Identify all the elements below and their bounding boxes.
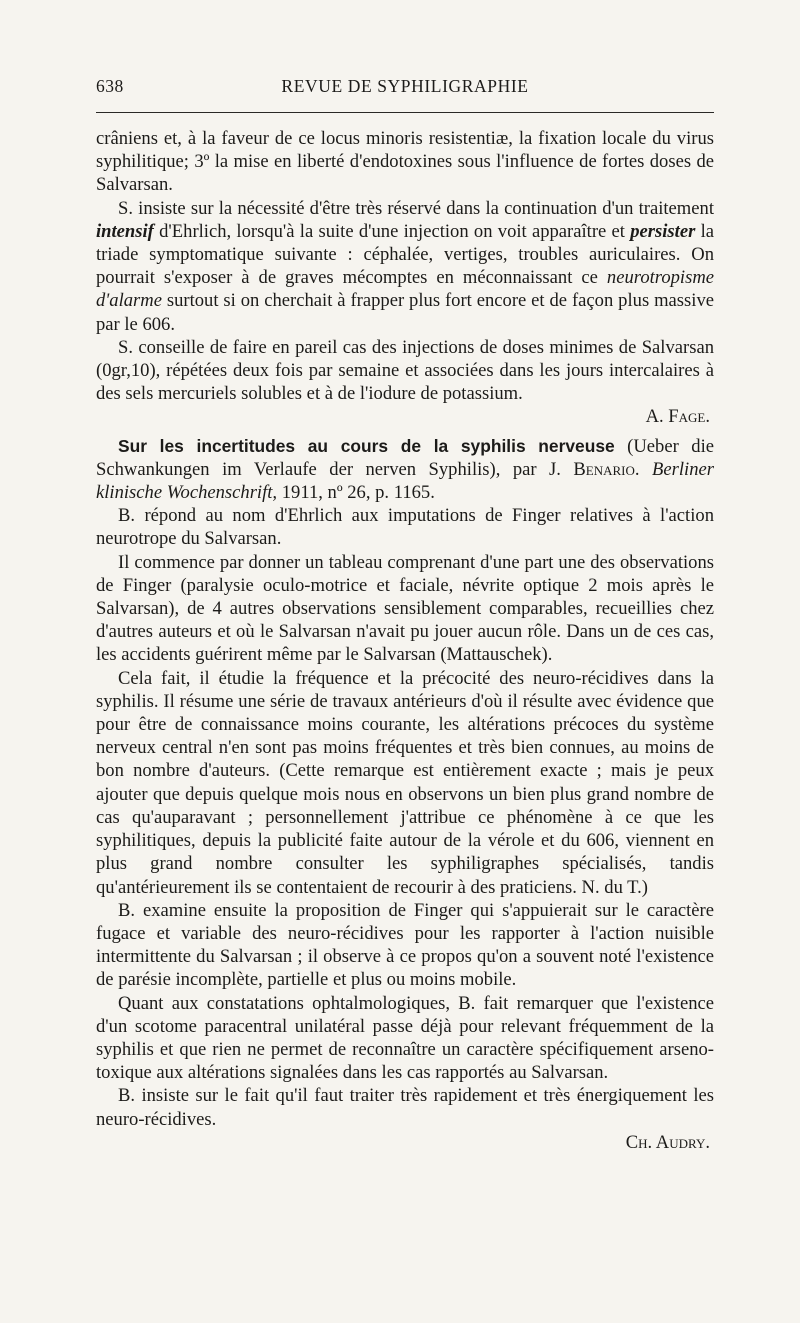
text-run: S. insiste sur la nécessité d'être très réservé dans la continuation d'un traitement	[118, 197, 714, 219]
running-title: REVUE DE SYPHILIGRAPHIE	[281, 76, 529, 96]
review2-paragraph-3: Cela fait, il étudie la fréquence et la précocité des neuro-récidives dans la syphilis. Il résume une série de travaux antérieurs d'où il résulte avec évidence que pour être de connaissance moins courante, les altérations précoces du système nerveux central n'en sont pas moins fréquentes et très bien connues, au moins de bon nombre d'auteurs. (Cette remarque est entièrement exacte ; mais je peux ajouter que depuis quelque mois nous en observons un bien plus grand nombre de cas qu'auparavant ; personnellement j'attribue ce phénomène à ce que les syphilitiques, depuis la publicité faite autour de la vérole et du 606, viennent en plus grand nombre consulter les syphiligraphes spécialisés, tandis qu'antérieurement ils se contentaient de recourir à des praticiens. N. du T.)	[96, 667, 714, 898]
emphasis-intensif: intensif	[96, 220, 154, 242]
citation-text: .	[634, 458, 653, 480]
header-rule	[96, 112, 714, 113]
review1-signature: A. Fage.	[645, 406, 710, 428]
citation-author: Benario	[573, 458, 635, 480]
body-text	[96, 127, 714, 1154]
text-run: d'Ehrlich, lorsqu'à la suite d'une injection on voit apparaître et	[153, 220, 631, 242]
review1-paragraph-2	[96, 197, 714, 336]
citation-text: 1911, nº 26, p. 1165.	[277, 482, 435, 504]
text-run: la triade symptomatique suivante : céphalée, vertiges, troubles auriculaires. On pourrait s'exposer à de graves mécomptes en méconnaissant ce	[96, 220, 714, 289]
citation-text: (Ueber die Schwankungen im Verlaufe der nerven Syphilis), par J.	[96, 435, 714, 480]
review2-paragraph-4: B. examine ensuite la proposition de Finger qui s'appuierait sur le caractère fugace et variable des neuro-récidives pour les rapporter à l'action nuisible intermittente du Salvarsan ; il observe à ce propos qu'on a souvent noté l'existence de parésie incomplète, partielle et plus ou moins mobile.	[96, 899, 714, 991]
citation-journal: Berliner klinische Wochenschrift,	[96, 458, 714, 504]
text-run: surtout si on cherchait à frapper plus fort encore et de façon plus massive par le 606.	[96, 290, 714, 335]
review2-title: Sur les incertitudes au cours de la syphilis nerveuse	[118, 435, 615, 456]
review2-heading	[96, 435, 714, 505]
review2-paragraph-5: Quant aux constatations ophtalmologiques, B. fait remarquer que l'existence d'un scotome paracentral unilatéral passe déjà pour relevant fréquemment de la syphilis et que rien ne permet de reconnaître un caractère spécifiquement arseno-toxique aux altérations signalées dans les cas rapportés au Salvarsan.	[96, 992, 714, 1084]
page-number: 638	[96, 76, 124, 96]
review1-paragraph-1: crâniens et, à la faveur de ce locus minoris resistentiæ, la fixation locale du virus syphilitique; 3º la mise en liberté d'endotoxines sous l'influence de fortes doses de Salvarsan.	[96, 128, 714, 196]
review2-signature: Ch. Audry.	[625, 1131, 710, 1153]
review2-paragraph-1: B. répond au nom d'Ehrlich aux imputations de Finger relatives à l'action neurotrope du Salvarsan.	[96, 505, 714, 550]
page-header	[96, 76, 714, 100]
review1-paragraph-3: S. conseille de faire en pareil cas des injections de doses minimes de Salvarsan (0gr,10), répétées deux fois par semaine et associées dans les jours intercalaires à des sels mercuriels solubles et à de l'iodure de potassium.	[96, 336, 714, 405]
emphasis-persister: persister	[630, 220, 696, 242]
review2-paragraph-6: B. insiste sur le fait qu'il faut traiter très rapidement et très énergiquement les neuro-récidives.	[96, 1085, 714, 1130]
review2-paragraph-2: Il commence par donner un tableau comprenant d'une part une des observations de Finger (paralysie oculo-motrice et faciale, névrite optique 2 mois après le Salvarsan), de 4 autres observations sensiblement comparables, recueillies chez d'autres auteurs et où le Salvarsan n'avait pu jouer aucun rôle. Dans un de ces cas, les accidents guérirent même par le Salvarsan (Mattauschek).	[96, 551, 714, 666]
emphasis-neurotropisme: neurotropisme d'alarme	[96, 267, 714, 312]
